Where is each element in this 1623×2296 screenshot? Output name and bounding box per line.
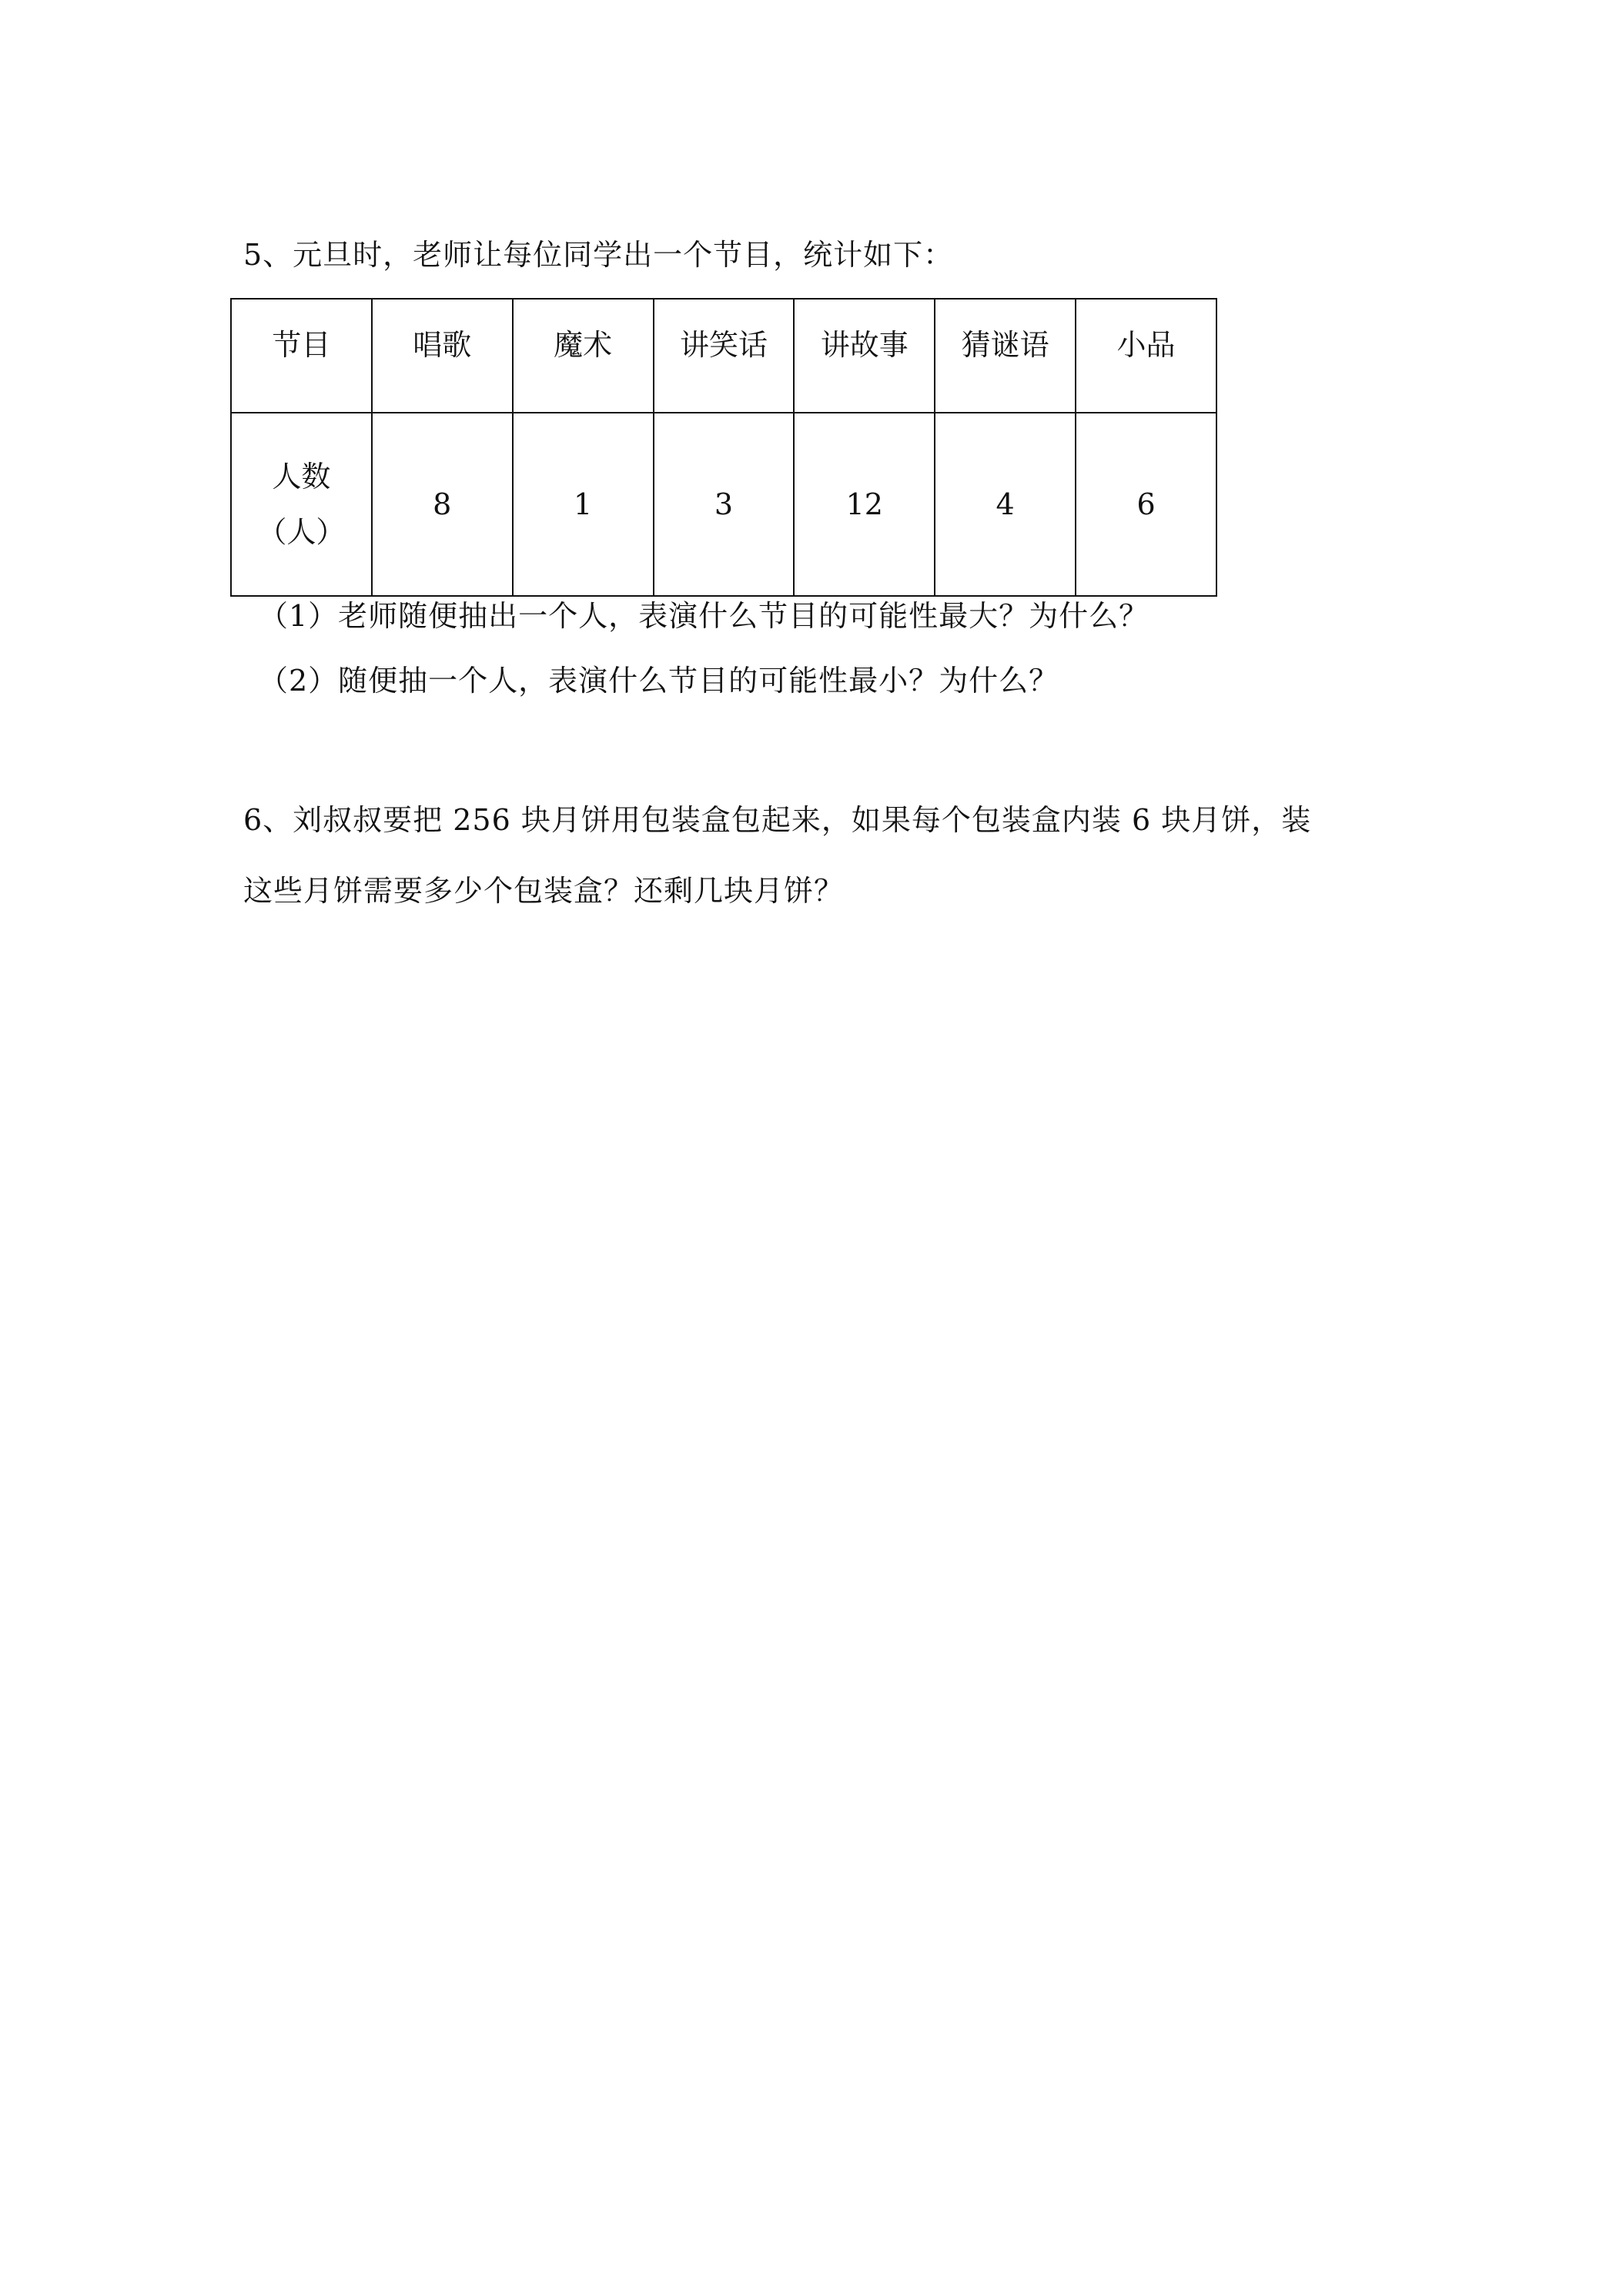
table-count-cell: 1: [513, 413, 654, 596]
question-5-subquestion-1: （1）老师随便抽出一个人，表演什么节目的可能性最大？为什么？: [259, 599, 1149, 633]
program-statistics-table: [230, 298, 1217, 597]
table-row-label-program: 节目: [231, 299, 372, 413]
table-header-cell: 猜谜语: [935, 299, 1076, 413]
table-header-cell: 唱歌: [372, 299, 513, 413]
question-5-subquestion-2: （2）随便抽一个人，表演什么节目的可能性最小？为什么？: [259, 664, 1059, 698]
table-count-cell: 12: [794, 413, 935, 596]
table-header-cell: 讲笑话: [654, 299, 795, 413]
table-row-label-count: [231, 413, 372, 596]
table-data-row: [231, 413, 1216, 596]
table-count-cell: 8: [372, 413, 513, 596]
row-label-line2: （人）: [257, 515, 346, 549]
table-header-row: [231, 299, 1216, 413]
table-count-cell: 3: [654, 413, 795, 596]
row-label-line1: 人数: [272, 460, 331, 494]
table-count-cell: 4: [935, 413, 1076, 596]
table-count-cell: 6: [1076, 413, 1216, 596]
table-header-cell: 小品: [1076, 299, 1216, 413]
table-header-cell: 讲故事: [794, 299, 935, 413]
question-5-title: 5、元旦时，老师让每位同学出一个节目，统计如下：: [243, 238, 954, 272]
question-6-line-2: 这些月饼需要多少个包装盒？还剩几块月饼？: [243, 874, 845, 908]
question-6-line-1: 6、刘叔叔要把 256 块月饼用包装盒包起来，如果每个包装盒内装 6 块月饼，装: [243, 803, 1312, 837]
table-header-cell: 魔术: [513, 299, 654, 413]
